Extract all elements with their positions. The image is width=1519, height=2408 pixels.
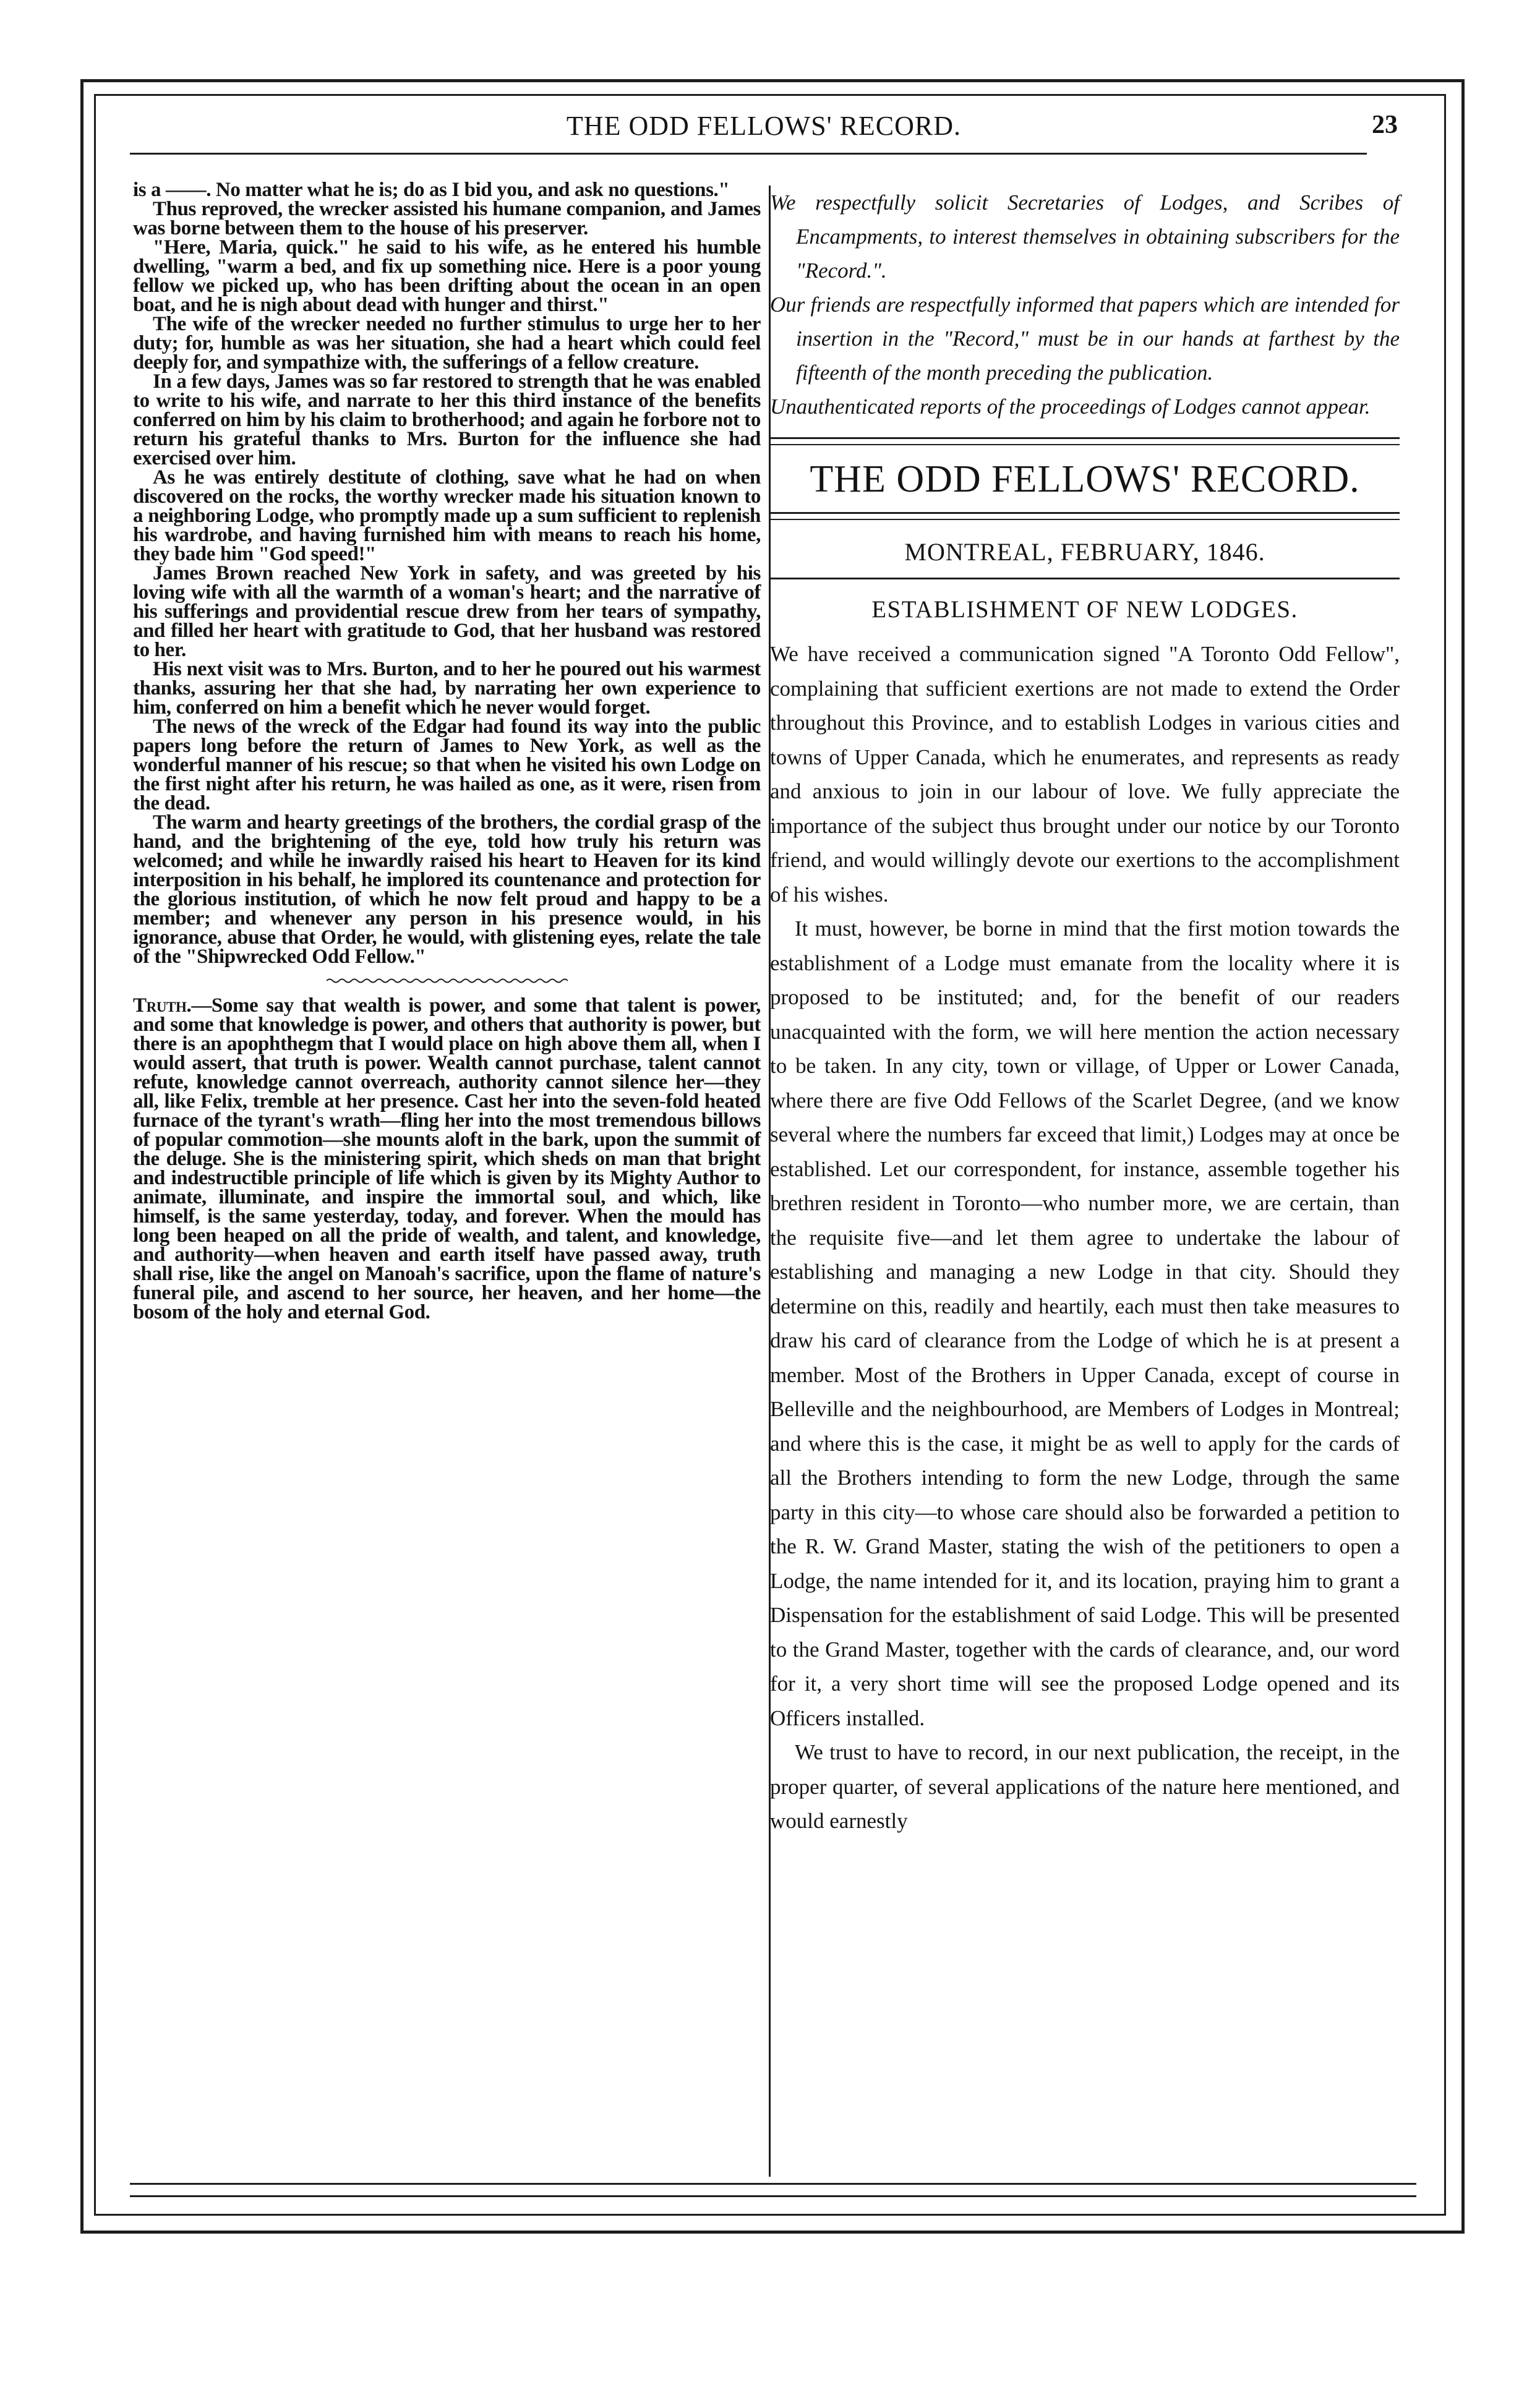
truth-text: —Some say that wealth is power, and some that talent is power, and some that knowledge is power, and others that authority is power, but there is an apophthegm that I would place on high above them all, when I would assert, that truth is power. Wealth cannot purchase, talent cannot refute, knowledge cannot overreach, authority cannot silence her—they all, like Felix, tremble at her presence. Cast her into the seven-fold heated furnace of the tyrant's wrath—fling her into the most tremendous billows of popular commotion—she mounts aloft in the bark, upon the summit of the deluge. She is the ministering spirit, which sheds on man that bright and indestructible principle of life which is given by its Mighty Author to animate, illuminate, and inspire the immortal soul, and which, like himself, is the same yesterday, today, and forever. When the mould has long been heaped on all the pride of wealth, and talent, and knowledge, and authority—when heaven and earth itself have passed away, truth shall rise, like the angel on Manoah's sacrifice, upon the flame of nature's funeral pile, and ascend to her source, her heaven, and her home—the bosom of the holy and eternal God. — [133, 994, 761, 1323]
article-heading: ESTABLISHMENT OF NEW LODGES. — [871, 596, 1298, 623]
story-continuation — [133, 181, 761, 967]
story-paragraph: In a few days, James was so far restored to strength that he was enabled to write to his wife, and narrate to her this third instance of the benefits conferred on him by his claim to brotherhood; and again he forbore not to return his grateful thanks to Mrs. Burton for the influence she had exercised over him. — [133, 370, 761, 469]
story-paragraph: The news of the wreck of the Edgar had found its way into the public papers long before the return of James to New York, as well as the wonderful manner of his rescue; so that when he visited his own Lodge on the first night after his return, he was hailed as one, as it were, risen from the dead. — [133, 715, 761, 814]
editorial-notices — [770, 186, 1400, 424]
dateline: MONTREAL, FEBRUARY, 1846. — [904, 538, 1265, 566]
page-number: 23 — [1372, 111, 1398, 139]
double-rule — [770, 512, 1400, 520]
wavy-divider — [327, 978, 568, 984]
footer-rule — [130, 2195, 1416, 2197]
running-header — [130, 110, 1398, 147]
truth-lead: Truth. — [133, 994, 192, 1017]
dateline-rule — [770, 578, 1400, 579]
story-paragraph: is a ——. No matter what he is; do as I bid you, and ask no questions." — [133, 179, 730, 201]
running-title: THE ODD FELLOWS' RECORD. — [566, 111, 962, 141]
article-paragraph: It must, however, be borne in mind that the first motion towards the establishment of a Lodge must emanate from the locality where it is proposed to be instituted; and, for the benefit of our readers unacquainted with the form, we will here mention the action necessary to be taken. In any city, town or village, of Upper or Lower Canada, where there are five Odd Fellows of the Scarlet Degree, (and we know several where the numbers far exceed that limit,) Lodges may at once be established. Let our correspondent, for instance, assemble together his brethren resident in Toronto—who number more, we are certain, than the requisite five—and let them agree to undertake the labour of establishing and managing a new Lodge in that city. Should they determine on this, readily and heartily, each must then take measures to draw his card of clearance from the Lodge of which he is at present a member. Most of the Brothers in Upper Canada, except of course in Belleville and the neighbourhood, are Members of Lodges in Montreal; and where this is the case, it might be as well to apply for the cards of all the Brothers intending to form the new Lodge, through the same party in this city—to whose care should also be forwarded a petition to the R. W. Grand Master, stating the wish of the petitioners to open a Lodge, the name intended for it, and its location, praying him to grant a Dispensation for the establishment of said Lodge. This will be presented to the Grand Master, together with the cards of clearance, and, our word for it, a very short time will see the proposed Lodge opened and its Officers installed. — [770, 916, 1400, 1730]
article-body — [770, 637, 1400, 1838]
story-paragraph: James Brown reached New York in safety, and was greeted by his loving wife with all the warmth of a woman's heart; and the narrative of his sufferings and providential rescue drew from her tears of sympathy, and filled her heart with gratitude to God, that her husband was restored to her. — [133, 562, 761, 661]
article-paragraph: We trust to have to record, in our next publication, the receipt, in the proper quarter, of several applications of the nature here mentioned, and would earnestly — [770, 1740, 1400, 1833]
story-paragraph: The warm and hearty greetings of the brothers, the cordial grasp of the hand, and the brightening of the eye, told how truly his return was welcomed; and while he inwardly raised his heart to Heaven for its kind interposition in his behalf, he implored its countenance and protection for the glorious institution, of which he now felt proud and happy to be a member; and whenever any person in his presence would, in his ignorance, abuse that Order, he would, with glistening eyes, relate the tale of the "Shipwrecked Odd Fellow." — [133, 811, 761, 968]
truth-paragraph — [133, 996, 761, 1322]
story-paragraph: Thus reproved, the wrecker assisted his humane companion, and James was borne between them to the house of his preserver. — [133, 198, 761, 239]
header-rule — [130, 153, 1367, 155]
story-paragraph: His next visit was to Mrs. Burton, and to her he poured out his warmest thanks, assuring her that she had, by narrating her own experience to him, conferred on him a benefit which he never would forget. — [133, 658, 761, 719]
notice-item: Our friends are respectfully informed that papers which are intended for insertion in the "Record," must be in our hands at farthest by the fifteenth of the month preceding the publication. — [770, 292, 1400, 385]
notice-item: Unauthenticated reports of the proceedings of Lodges cannot appear. — [770, 395, 1371, 419]
double-rule — [770, 437, 1400, 445]
notice-item: We respectfully solicit Secretaries of Lodges, and Scribes of Encampments, to interest themselves in obtaining subscribers for the "Record.". — [770, 190, 1400, 283]
right-column — [770, 186, 1400, 1838]
masthead-title: THE ODD FELLOWS' RECORD. — [810, 458, 1360, 500]
footer-rule — [130, 2183, 1416, 2185]
left-column — [133, 181, 761, 1322]
story-paragraph: "Here, Maria, quick." he said to his wife, as he entered his humble dwelling, "warm a bed, and fix up something nice. Here is a poor young fellow we picked up, who has been drifting about the ocean in an open boat, and he is nigh about dead with hunger and thirst." — [133, 236, 761, 316]
story-paragraph: As he was entirely destitute of clothing, save what he had on when discovered on the rocks, the worthy wrecker made his situation known to a neighboring Lodge, who promptly made up a sum sufficient to replenish his wardrobe, and having furnished him with means to reach his home, they bade him "God speed!" — [133, 466, 761, 565]
article-paragraph: We have received a communication signed "A Toronto Odd Fellow", complaining that sufficient exertions are not made to extend the Order throughout this Province, and to establish Lodges in various cities and towns of Upper Canada, which he enumerates, and represents as ready and anxious to join in our labour of love. We fully appreciate the importance of the subject thus brought under our notice by our Toronto friend, and would willingly devote our exertions to the accomplishment of his wishes. — [770, 642, 1400, 907]
story-paragraph: The wife of the wrecker needed no further stimulus to urge her to her duty; for, humble as was her situation, she had a heart which could feel deeply for, and sympathize with, the sufferings of a fellow creature. — [133, 313, 761, 374]
